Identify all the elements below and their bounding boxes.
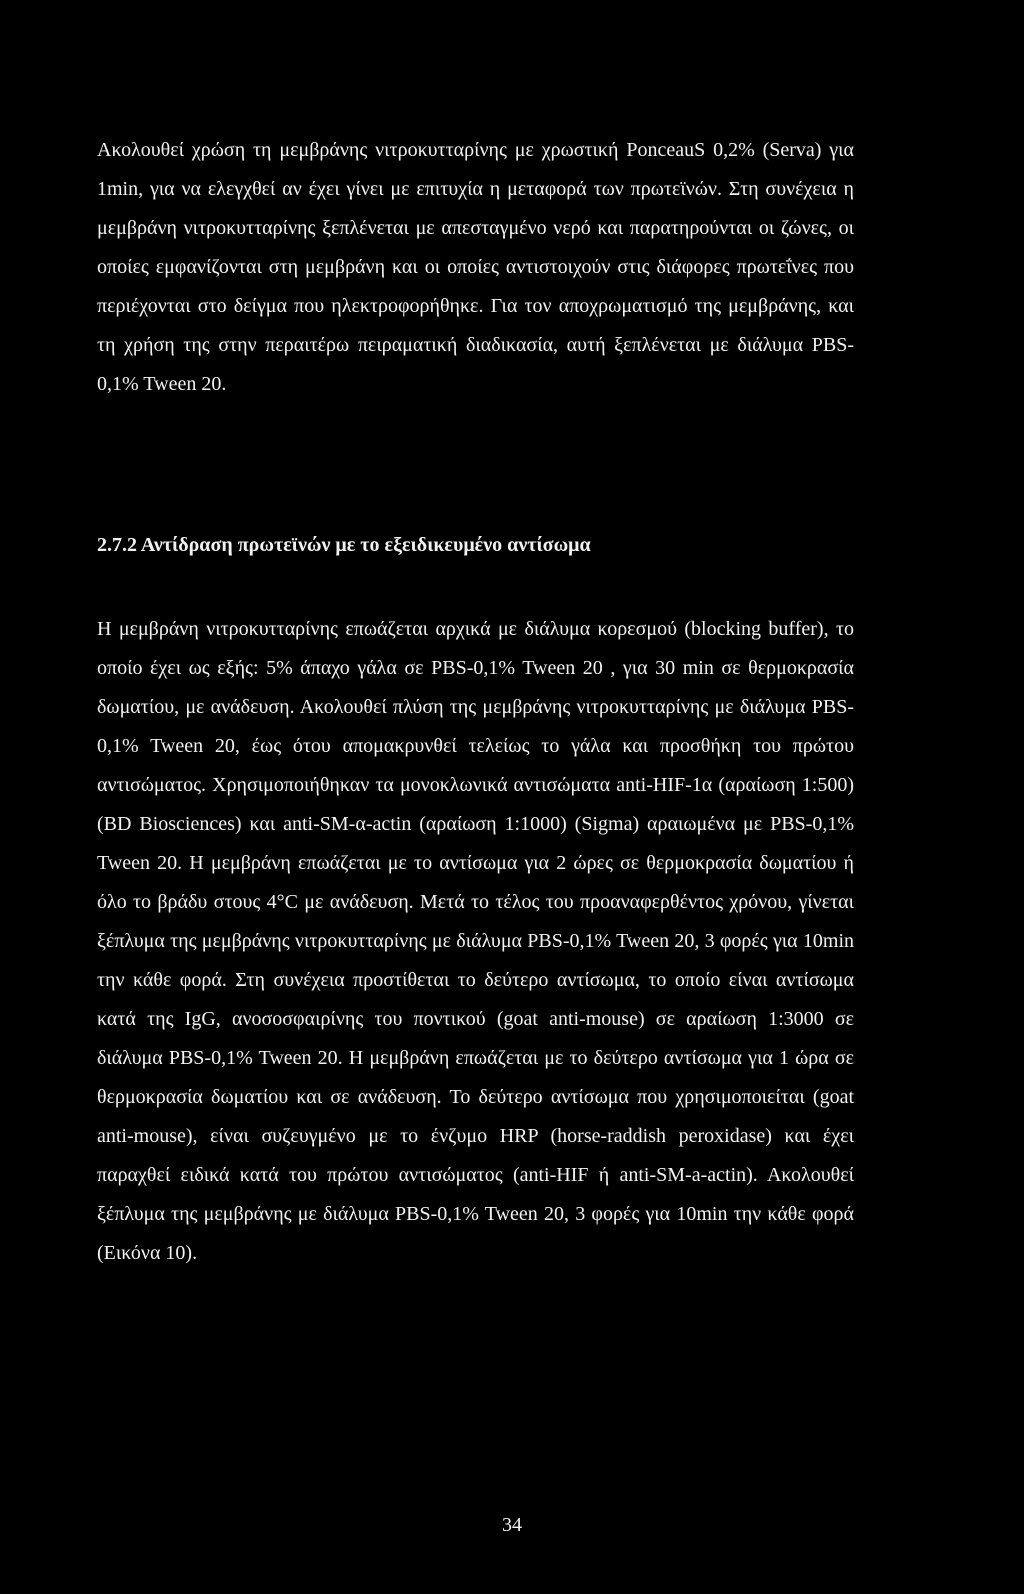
body-paragraph-ponceau-staining: Ακολουθεί χρώση τη μεμβράνης νιτροκυτταρίνης με χρωστική PonceauS 0,2% (Serva) για 1min, για να ελεγχθεί αν έχει γίνει με επιτυχία η μεταφορά των πρωτεϊνών. Στη συνέχεια η μεμβράνη νιτροκυτταρίνης ξεπλένεται με απεσταγμένο νερό και παρατηρούνται οι ζώνες, οι οποίες εμφανίζονται στη μεμβράνη και οι οποίες αντιστοιχούν στις διάφορες πρωτεΐνες που περιέχονται στο δείγμα που ηλεκτροφορήθηκε. Για τον αποχρωματισμό της μεμβράνης, και τη χρήση της στην περαιτέρω πειραματική διαδικασία, αυτή ξεπλένεται με διάλυμα PBS- 0,1% Tween 20. <box>97 139 854 395</box>
body-paragraph-antibody-reaction: Η μεμβράνη νιτροκυτταρίνης επωάζεται αρχικά με διάλυμα κορεσμού (blocking buffer), το οποίο έχει ως εξής: 5% άπαχο γάλα σε PBS-0,1% Tween 20 , για 30 min σε θερμοκρασία δωματίου, με ανάδευση. Ακολουθεί πλύση της μεμβράνης νιτροκυτταρίνης με διάλυμα PBS-0,1% Tween 20, έως ότου απομακρυνθεί τελείως το γάλα και προσθήκη του πρώτου αντισώματος. Χρησιμοποιήθηκαν τα μονοκλωνικά αντισώματα anti-HIF-1α (αραίωση 1:500) (BD Biosciences) και anti-SM-α-actin (αραίωση 1:1000) (Sigma) αραιωμένα με PBS-0,1% Tween 20. Η μεμβράνη επωάζεται με το αντίσωμα για 2 ώρες σε θερμοκρασία δωματίου ή όλο το βράδυ στους 4°C με ανάδευση. Μετά το τέλος του προαναφερθέντος χρόνου, γίνεται ξέπλυμα της μεμβράνης νιτροκυτταρίνης με διάλυμα PBS-0,1% Tween 20, 3 φορές για 10min την κάθε φορά. Στη συνέχεια προστίθεται το δεύτερο αντίσωμα, το οποίο είναι αντίσωμα κατά της IgG, ανοσοσφαιρίνης του ποντικού (goat anti-mouse) σε αραίωση 1:3000 σε διάλυμα PBS-0,1% Tween 20. Η μεμβράνη επωάζεται με το δεύτερο αντίσωμα για 1 ώρα σε θερμοκρασία δωματίου και σε ανάδευση. Το δεύτερο αντίσωμα που χρησιμοποιείται (goat anti-mouse), είναι συζευγμένο με το ένζυμο HRP (horse-raddish peroxidase) και έχει παραχθεί ειδικά κατά του πρώτου αντισώματος (anti-HIF ή anti-SM-a-actin). Ακολουθεί ξέπλυμα της μεμβράνης με διάλυμα PBS-0,1% Tween 20, 3 φορές για 10min την κάθε φορά (Εικόνα 10). <box>97 618 854 1264</box>
page-number: 34 <box>502 1514 522 1536</box>
section-heading: 2.7.2 Αντίδραση πρωτεϊνών με το εξειδικευμένο αντίσωμα <box>97 534 591 556</box>
